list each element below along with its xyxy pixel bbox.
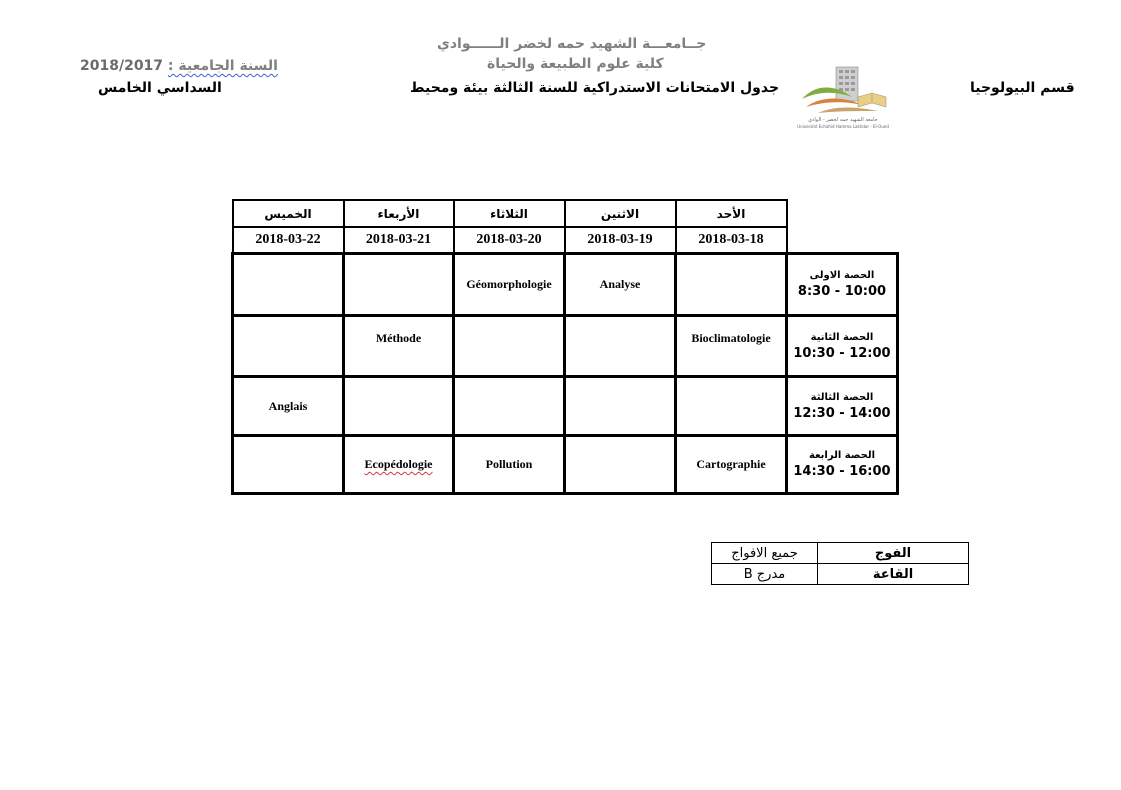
page-title: جدول الامتحانات الاستدراكية للسنة الثالثة بيئة ومحيط	[410, 80, 780, 96]
exam-cell: Pollution	[454, 436, 565, 494]
exam-cell	[233, 254, 344, 316]
faculty-name: كلية علوم الطبيعة والحياة	[487, 56, 664, 72]
exam-cell	[344, 377, 454, 436]
day-date-header: 2018-03-20	[454, 227, 565, 254]
exam-cell	[454, 316, 565, 377]
academic-year	[80, 58, 278, 74]
day-date-header: 2018-03-21	[344, 227, 454, 254]
slot-header	[787, 316, 898, 377]
table-row	[233, 377, 898, 436]
day-name-header: الخميس	[233, 200, 344, 227]
university-name: جــامعـــة الشهيد حمه لخضر الــــــوادي	[437, 36, 707, 52]
slot-time: 10:30 - 12:00	[793, 345, 891, 361]
exam-cell: Ecopédologie	[344, 436, 454, 494]
logo-caption-fr: Université Echahid Hamma Lakhdar - El-Oued	[797, 124, 889, 129]
day-name-header: الاثنين	[565, 200, 676, 227]
corner-blank	[787, 227, 898, 254]
day-date-header: 2018-03-22	[233, 227, 344, 254]
day-names-row	[233, 200, 898, 227]
group-room-table	[711, 542, 969, 585]
exam-cell	[565, 377, 676, 436]
day-name-header: الثلاثاء	[454, 200, 565, 227]
slot-label: الحصة الاولى	[809, 270, 875, 281]
table-row	[233, 316, 898, 377]
room-label: القاعة	[818, 564, 969, 585]
exam-cell	[676, 254, 787, 316]
exam-cell: Cartographie	[676, 436, 787, 494]
slot-time: 12:30 - 14:00	[793, 405, 891, 421]
exam-cell: Géomorphologie	[454, 254, 565, 316]
slot-label: الحصة الثانية	[810, 331, 874, 343]
slot-label: الحصة الثالثة	[810, 391, 874, 403]
slot-header	[787, 254, 898, 316]
exam-cell: Méthode	[344, 316, 454, 377]
table-row	[233, 436, 898, 494]
day-name-header: الأربعاء	[344, 200, 454, 227]
department-name: قسم البيولوجيا	[970, 80, 1075, 96]
slot-header	[787, 436, 898, 494]
exam-cell	[676, 377, 787, 436]
day-date-header: 2018-03-18	[676, 227, 787, 254]
exam-cell: Bioclimatologie	[676, 316, 787, 377]
exam-cell	[233, 436, 344, 494]
semester-label: السداسي الخامس	[98, 80, 222, 96]
day-date-header: 2018-03-19	[565, 227, 676, 254]
exam-cell	[344, 254, 454, 316]
logo-caption-ar: جامعة الشهيد حمه لخضر - الوادي	[808, 117, 878, 123]
academic-year-value: 2018/2017	[80, 58, 164, 74]
exam-schedule-table	[231, 199, 899, 495]
day-name-header: الأحد	[676, 200, 787, 227]
dates-row	[233, 227, 898, 254]
group-label: الفوج	[818, 543, 969, 564]
slot-label: الحصة الرابعة	[808, 450, 876, 461]
slot-header	[787, 377, 898, 436]
table-row	[712, 564, 969, 585]
exam-cell: Anglais	[233, 377, 344, 436]
corner-blank	[787, 200, 898, 227]
exam-cell: Analyse	[565, 254, 676, 316]
room-value: مدرج B	[712, 564, 818, 585]
group-value: جميع الافواج	[712, 543, 818, 564]
exam-cell	[565, 436, 676, 494]
table-row	[233, 254, 898, 316]
university-logo	[796, 63, 890, 135]
exam-cell	[454, 377, 565, 436]
table-row	[712, 543, 969, 564]
exam-cell	[565, 316, 676, 377]
academic-year-label: السنة الجامعية :	[167, 58, 278, 74]
slot-time: 14:30 - 16:00	[793, 464, 891, 479]
slot-time: 8:30 - 10:00	[797, 284, 887, 299]
exam-cell	[233, 316, 344, 377]
